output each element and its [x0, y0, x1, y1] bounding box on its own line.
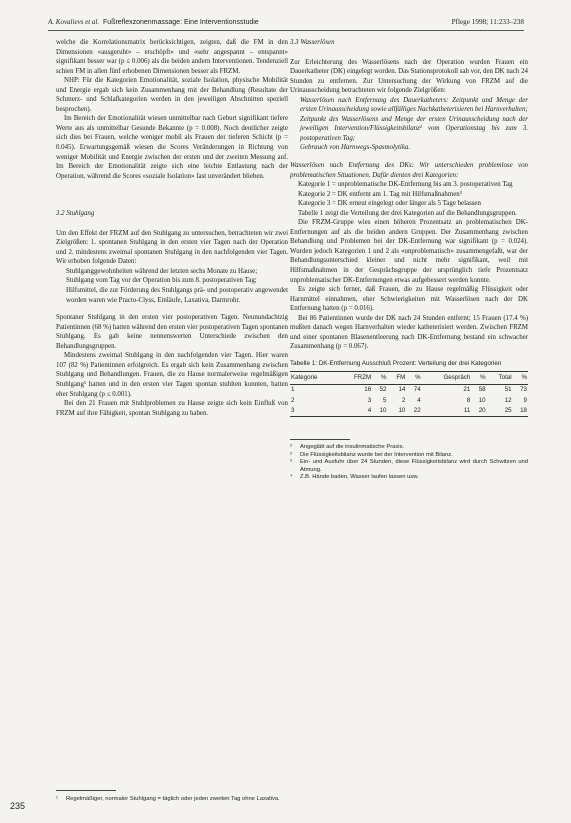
- table-cell: 74: [413, 386, 421, 393]
- footnote-marker: ²: [290, 451, 292, 458]
- footnote-marker: ²: [290, 443, 292, 450]
- category-item: Kategorie 3 = DK erneut eingelegt oder länger als 5 Tage belassen: [298, 200, 481, 208]
- table-cell: 5: [383, 396, 387, 404]
- list-item: Hilfsmittel, die zur Förderung des Stuhlgangs prä- und postoperativ angewendet worden waren wie Practo-Clyss, Einläufe, Laxativa, Darmrohr.: [66, 287, 288, 304]
- paragraph: Wasserlösen nach Entfernung des DKs: Wir unterschieden problemlose von problematischen Situationen. Dafür dienten drei Kategorien:: [290, 162, 528, 179]
- table-cell: 9: [523, 396, 527, 404]
- paragraph: Mindestens zweimal Stuhlgang in den nachfolgenden vier Tagen. Hier waren 107 (82 %) Patientinnen erfolgreich. Es ergab sich kein Zusammenhang zwischen Stuhlgang und Behandlungen. Frauen, die zu Hause normalerweise regelmäßigen Stuhlgang¹ hatten und in den ersten vier Tagen spontan stuhlten konnten, hatten eher Stuhlgang (p ≤ 0.001).: [56, 352, 288, 398]
- table-cell: 8: [466, 396, 471, 404]
- paragraph: Tabelle 1 zeigt die Verteilung der drei Kategorien auf die Behandlungsgruppen.: [298, 209, 517, 217]
- footnote-marker: ⁴: [290, 474, 293, 481]
- table-header-cell: Gespräch: [422, 371, 472, 384]
- table-cell: 18: [513, 406, 528, 417]
- footnote-list: [290, 444, 528, 482]
- list-item: Stuhlgang vom Tag vor der Operation bis zum 8. postoperativen Tag;: [66, 277, 257, 285]
- table-cell: 10: [387, 406, 406, 417]
- footnote: [290, 452, 528, 460]
- footnote-text: Angeglätt auf die insulinmatische Praxis.: [300, 443, 405, 450]
- table-cell: 14: [398, 386, 406, 393]
- paragraph: Zur Erleichterung des Wasserlösens nach der Operation wurden Frauen ein Dauerkatheter (DK) eingelegt worden. Das Stationsprotokoll sah vor, den DK nach 24 Stunden zu entfernen. Zur Untersuchung der Wirkung von FRZM auf die Urinausscheidung betrachteten wir folgende Zielgrößen:: [290, 58, 528, 95]
- category-item: Kategorie 1 = unproblematische DK-Entfernung bis am 3. postoperativen Tag: [298, 181, 513, 189]
- table-row: [290, 384, 528, 395]
- left-column: [56, 38, 288, 418]
- table-cell: 4: [417, 396, 421, 404]
- header-journal: Pflege 1998; 11:233–238: [451, 18, 524, 26]
- table-cell: 2: [291, 396, 295, 404]
- running-head: [48, 18, 524, 26]
- table-cell: 1: [291, 386, 295, 393]
- paragraph: Um den Effekt der FRZM auf den Stuhlgang zu untersuchen, betrachteten wir zwei Zielgrößen: 1. spontanen Stuhlgang in den ersten vier Tagen nach der Operation und 2. mindestens zweimal spontanen Stuhlgang in den nachfolgenden vier Tagen. Wir erhoben folgende Daten:: [56, 229, 288, 266]
- footnote: [290, 474, 528, 482]
- table-header-cell: %: [513, 371, 528, 384]
- header-rule: [48, 30, 524, 31]
- paragraph: Es zeigte sich ferner, daß Frauen, die zu Hause regelmäßig Flüssigkeit oder Harnmittel einnahmen, eher Schwierigkeiten mit Wasserlösen nach der DK Entfernung hatten (p = 0.016).: [290, 286, 528, 313]
- table-cell: 3: [367, 396, 372, 404]
- table-header-cell: %: [471, 371, 486, 384]
- section-heading: 3.3 Wasserlösen: [290, 39, 335, 46]
- table-cell: 21: [463, 386, 471, 393]
- table-cell: 51: [504, 386, 512, 393]
- paragraph: NHP: Für die Kategorien Emotionalität, soziale Isolation, physische Mobilität und Energie ergab sich kein Zusammenhang mit der Behandlung (Resultate der Schmerz- und Schlafkategorien werden in den jeweiligen Abschnitten speziell besprochen).: [56, 77, 288, 113]
- table-header-cell: %: [372, 371, 387, 384]
- table-cell: 25: [487, 406, 513, 417]
- table-cell: 58: [478, 386, 486, 393]
- footnote: [290, 459, 528, 474]
- data-table: [290, 371, 528, 417]
- paragraph: Bei den 21 Frauen mit Stuhlproblemen zu Hause zeigte sich kein Einfluß von FRZM auf ihre Fähigkeit, spontan Stuhlgang zu haben.: [56, 400, 288, 417]
- list-item: Gebrauch von Harnwegs-Spasmolytika.: [300, 144, 411, 152]
- list-item: Stuhlganggewohnheiten während der letzten sechs Monate zu Hause;: [66, 267, 258, 275]
- table-cell: 12: [504, 396, 512, 404]
- footnote-text: Ein- und Ausfuhr über 24 Stunden, diese Flüssigkeitsbilanz wird durch Schwitzen und Atmung.: [300, 459, 528, 473]
- section-heading: 3.2 Stuhlgang: [56, 210, 95, 218]
- footnote-text: Regelmäßiger, normaler Stuhlgang = täglich oder jeden zweiten Tag ohne Laxativa.: [66, 796, 280, 802]
- table-header-row: [290, 371, 528, 384]
- list-item: Wasserlösen nach Entfernung des Dauerkatheters: Zeitpunkt und Menge der ersten Urinausscheidung sowie allfälliges Nachkatheterisieren bei Harnverhalten;: [300, 96, 528, 114]
- table-caption: Tabelle 1: DK-Entfernung Ausschluß Prozent: Verteilung der drei Kategorien: [290, 359, 502, 367]
- footnote-text: Z.B. Hände baden, Wasser laufen lassen usw.: [300, 474, 419, 481]
- table-body: [290, 384, 528, 417]
- footnote-text: Die Flüssigkeitsbilanz wurde bei der Intervention mit Bilanz.: [300, 451, 453, 458]
- table-header-cell: FRZM: [339, 371, 372, 384]
- paragraph: Im Bereich der Emotionalität wiesen unmittelbar nach Geburt signifikant tiefere Werte aus als unmittelbar Gesunde Bekannte (p = 0.008). Noch deutlicher zeigte sich dies bei Frauen, welche weniger mobil als Frauen der tieferen Schicht (p = 0.045). Erwartungsgemäß wiesen die Scores Veränderungen in Richtung von weniger Mobilität und Energie zwischen der ersten und der zweiten Messung auf. Im Bereich der Emotionalität zeigte sich eine leichte Entlastung nach der Operation, während die Scores «soziale Isolation» fast unverändert blieben.: [56, 115, 288, 180]
- table-cell: 2: [401, 396, 406, 404]
- paragraph: Bei 86 Patientinnen wurde der DK nach 24 Stunden entfernt; 15 Frauen (17.4 %) mußten danach wegen Harnverhalten wieder katheterisiert werden. Zwischen FRZM und einer spontanen Blasenentleerung nach DK-Entfernung bestand ein schwacher Zusammenhang (p = 0.067).: [290, 314, 528, 351]
- paragraph: Spontaner Stuhlgang in den ersten vier postoperativen Tagen. Neunundachtzig Patientinnen (68 %) hatten während den ersten vier postoperativen Tagen spontanen Stuhlgang. Es gab keine nennenswerten Unterschiede zwischen den Behandlungsgruppen.: [56, 314, 288, 350]
- category-item: Kategorie 2 = DK entfernt am 1. Tag mit Hilfsmaßnahmen³: [298, 190, 462, 198]
- table-cell: 16: [364, 386, 372, 393]
- table-cell: 11: [422, 406, 472, 417]
- table-cell: 22: [406, 406, 421, 417]
- table-cell: 73: [520, 386, 527, 393]
- footnote-marker: ³: [290, 459, 292, 466]
- left-footnote: ¹ Regelmäßiger, normaler Stuhlgang = täglich oder jeden zweiten Tag ohne Laxativa.: [56, 796, 280, 802]
- header-title: Fußreflexzonenmassage: Eine Interventionsstudie: [103, 19, 259, 26]
- paragraph: Die FRZM-Gruppe wies einen höheren Prozentsatz an problematischen DK-Entfernungen auf als die beiden andern Gruppen. Der Zusammenhang zwischen Behandlung und Problemen bei der DK-Entfernung war signifikant (p = 0.024). Wurden jedoch Kategorien 1 und 2 als «unproblematisch» zusammengefaßt, war der Behandlungsunterschied kleiner und nicht mehr signifikant, weil mit Hilfsmaßnahmen in der Gesprächsgruppe der ursprünglich tiefe Prozentsatz unproblematischer DK-Entfernungen etwas aufgebessert werden konnte.: [290, 219, 528, 284]
- footnote: [290, 444, 528, 452]
- right-column: [290, 38, 528, 482]
- table-cell: 10: [478, 396, 486, 404]
- table-row: [290, 406, 528, 417]
- list-item: Zeitpunkt des Wasserlösens und Menge der ersten Urinausscheidung nach der jeweiligen Intervention/Flüssigkeitsbilanz² vom Operationstag bis zum 3. postoperativen Tag;: [300, 115, 528, 142]
- table-cell: 52: [379, 386, 387, 393]
- table-header-cell: Kategorie: [290, 371, 339, 384]
- table-row: [290, 395, 528, 406]
- table-header-cell: Total: [487, 371, 513, 384]
- table-header-cell: %: [406, 371, 421, 384]
- table-cell: 4: [339, 406, 372, 417]
- table-header-cell: FM: [387, 371, 406, 384]
- header-author: A. Kovalievs et al.: [48, 18, 100, 26]
- table-cell: 10: [372, 406, 387, 417]
- paragraph: welche die Korrelationsmatrix berücksichtigen, zeigten, daß die FM in den Dimensionen «ausgeruht» – erschöpft» und «sehr angespannt – entspannt» signifikant besser war (p ≤ 0.006) als die beiden andern Interventionen. Tendenziell schien FM in allen fünf erhobenen Dimensionen besser als FRZM.: [56, 39, 288, 75]
- table-cell: 3: [290, 406, 339, 417]
- page-number: 235: [10, 801, 26, 811]
- table-cell: 20: [471, 406, 486, 417]
